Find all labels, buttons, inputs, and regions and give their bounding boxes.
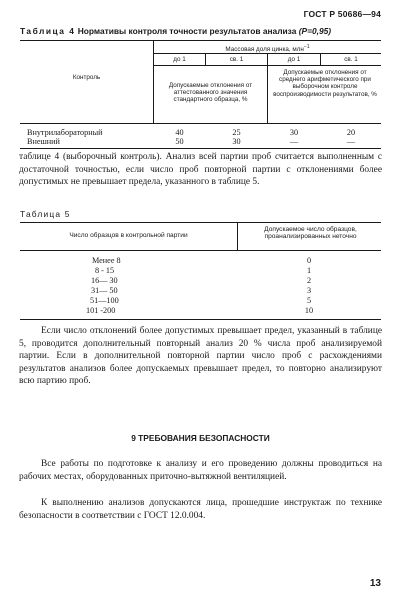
table4-sub-over1-a: св. 1	[229, 56, 244, 63]
paragraph-table4-continuation	[19, 151, 382, 189]
table5-row3-range: 16— 30	[91, 276, 118, 285]
table5-row6-allowed: 10	[304, 306, 314, 315]
table4-row1-v1: 40	[175, 128, 184, 137]
table5-row4-range: 31— 50	[91, 286, 118, 295]
table4-mass-fraction-header	[154, 44, 381, 53]
table5-row3-allowed: 2	[306, 276, 312, 285]
table5-col-divider	[237, 222, 238, 250]
table4-row2-v4: —	[346, 137, 356, 146]
table5-row5-allowed: 5	[306, 296, 312, 305]
table4-row1-v4: 20	[346, 128, 356, 137]
paragraph-1-text: таблице 4 (выборочный контроль). Анализ всей партии проб считается выполненным с достаточной точностью, если число проб повторной партии с отклонениями более допустимых не превышает предела, указанного в таблице 5.	[19, 152, 382, 188]
paragraph-repeat-analysis	[19, 325, 382, 388]
table4-title	[20, 26, 331, 36]
table5-header-bottom-rule	[20, 250, 381, 251]
table4-row2-v1: 50	[175, 137, 184, 146]
table4-row1-v3: 30	[289, 128, 299, 137]
mass-fraction-exponent: −1	[303, 44, 310, 50]
mass-fraction-label: Массовая доля цинка, млн	[225, 46, 304, 54]
table5-col-right-header: Допускаемое число образцов, проанализированных неточно	[264, 226, 357, 241]
table4-desc-right: Допускаемые отклонения от среднего арифметического при выборочном контроле воспроизводимости результатов, %	[273, 69, 377, 98]
table4-probability: (P=0,95)	[298, 26, 332, 36]
table4-sub-over1-b: св. 1	[344, 56, 358, 63]
table5-row4-allowed: 3	[306, 286, 312, 295]
table5-row1-allowed: 0	[306, 256, 312, 265]
paragraph-4-text: К выполнению анализов допускаются лица, прошедшие инструктаж по технике безопасности в соответствии с ГОСТ 12.0.004.	[19, 498, 382, 521]
table5-row1-range: Менее 8	[92, 256, 121, 265]
paragraph-3-text: Все работы по подготовке к анализу и его проведению должны проводиться на рабочих местах, оборудованных приточно-вытяжной вентиляцией.	[19, 459, 382, 482]
table5-title: Таблица 5	[20, 209, 71, 219]
table4-row2-v2: 30	[232, 137, 241, 146]
table5-row5-range: 51—100	[90, 296, 119, 305]
table4-control-header: Контроль	[72, 74, 101, 81]
table4-row2-v3: —	[289, 137, 299, 146]
paragraph-ventilation	[19, 458, 382, 483]
table4-row1-label: Внутрилабораторный	[27, 128, 103, 137]
table4-col-divider-3	[267, 53, 268, 124]
table5-row6-range: 101 -200	[86, 306, 116, 315]
table4-sub-upto1-a: до 1	[173, 56, 186, 63]
section9-title: 9 ТРЕБОВАНИЯ БЕЗОПАСНОСТИ	[131, 433, 270, 443]
table4-top-rule	[20, 40, 381, 41]
table5-bottom-rule	[20, 319, 381, 320]
table5-row2-allowed: 1	[306, 266, 312, 275]
table4-label: Таблица 4	[20, 26, 76, 36]
table5-col-left-header: Число образцов в контрольной партии	[69, 232, 188, 239]
table4-caption: Нормативы контроля точности результатов анализа	[77, 26, 297, 36]
table5-row2-range: 8 - 15	[95, 266, 115, 275]
standard-header: ГОСТ Р 50686—94	[303, 9, 381, 19]
paragraph-2-text: Если число отклонений более допустимых превышает предел, указанный в таблице 5, проводится дополнительный повторный анализ 20 % числа проб анализируемой партии. Если в дополнительной повторной партии число проб с расхождениями результатов анализов более допускаемых превышает предел, то повторно анализируют всю партию проб.	[19, 326, 382, 387]
table4-row2-label: Внешний	[27, 137, 60, 146]
table4-desc-left: Допускаемые отклонения от аттестованного значения стандартного образца, %	[168, 82, 253, 104]
table4-sub-upto1-b: до 1	[287, 56, 301, 63]
page-number: 13	[369, 578, 381, 589]
table4-row1-v2: 25	[232, 128, 241, 137]
table4-bottom-rule	[20, 148, 381, 149]
table4-header-bottom-rule	[20, 123, 381, 124]
table5-top-rule	[20, 222, 381, 223]
paragraph-safety-instruction	[19, 497, 382, 522]
